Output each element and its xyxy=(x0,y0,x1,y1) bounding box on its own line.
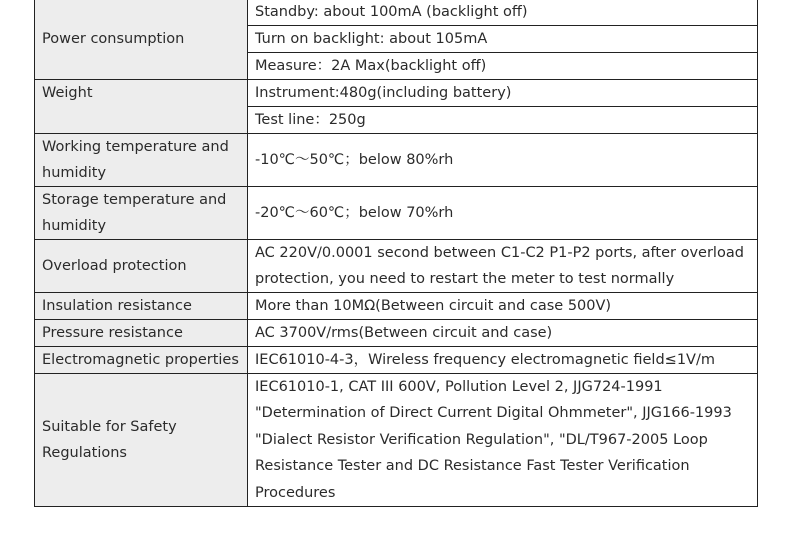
row-value: AC 3700V/rms(Between circuit and case) xyxy=(248,320,758,347)
row-value: More than 10MΩ(Between circuit and case 500V) xyxy=(248,293,758,320)
row-label-safety-regulations: Suitable for Safety Regulations xyxy=(35,374,248,507)
row-value: -20℃～60℃；below 70%rh xyxy=(248,187,758,240)
row-label-storage-temperature: Storage temperature and humidity xyxy=(35,187,248,240)
table-row xyxy=(35,374,758,507)
table-row xyxy=(35,187,758,240)
row-label-electromagnetic-properties: Electromagnetic properties xyxy=(35,347,248,374)
row-label-working-temperature: Working temperature and humidity xyxy=(35,134,248,187)
table-row xyxy=(35,347,758,374)
row-value: Instrument:480g(including battery) xyxy=(248,80,758,107)
table-row xyxy=(35,0,758,26)
row-value: Turn on backlight: about 105mA xyxy=(248,26,758,53)
table-row xyxy=(35,240,758,293)
table-row xyxy=(35,320,758,347)
row-value: Test line：250g xyxy=(248,107,758,134)
row-label-overload-protection: Overload protection xyxy=(35,240,248,293)
row-value: AC 220V/0.0001 second between C1-C2 P1-P2 ports, after overload protection, you need to restart the meter to test normally xyxy=(248,240,758,293)
row-value: -10℃～50℃；below 80%rh xyxy=(248,134,758,187)
table-row xyxy=(35,80,758,107)
row-label-power-consumption: Power consumption xyxy=(35,0,248,80)
row-value: Standby: about 100mA (backlight off) xyxy=(248,0,758,26)
row-value: IEC61010-4-3，Wireless frequency electromagnetic field≤1V/m xyxy=(248,347,758,374)
row-label-pressure-resistance: Pressure resistance xyxy=(35,320,248,347)
spec-table xyxy=(34,0,758,507)
row-label-insulation-resistance: Insulation resistance xyxy=(35,293,248,320)
row-value: IEC61010-1, CAT III 600V, Pollution Level 2, JJG724-1991 "Determination of Direct Current Digital Ohmmeter", JJG166-1993 "Dialect Resistor Verification Regulation", "DL/T967-2005 Loop Resistance Tester and DC Resistance Fast Tester Verification Procedures xyxy=(248,374,758,507)
table-row xyxy=(35,293,758,320)
row-value: Measure：2A Max(backlight off) xyxy=(248,53,758,80)
table-row xyxy=(35,134,758,187)
row-label-weight: Weight xyxy=(35,80,248,134)
